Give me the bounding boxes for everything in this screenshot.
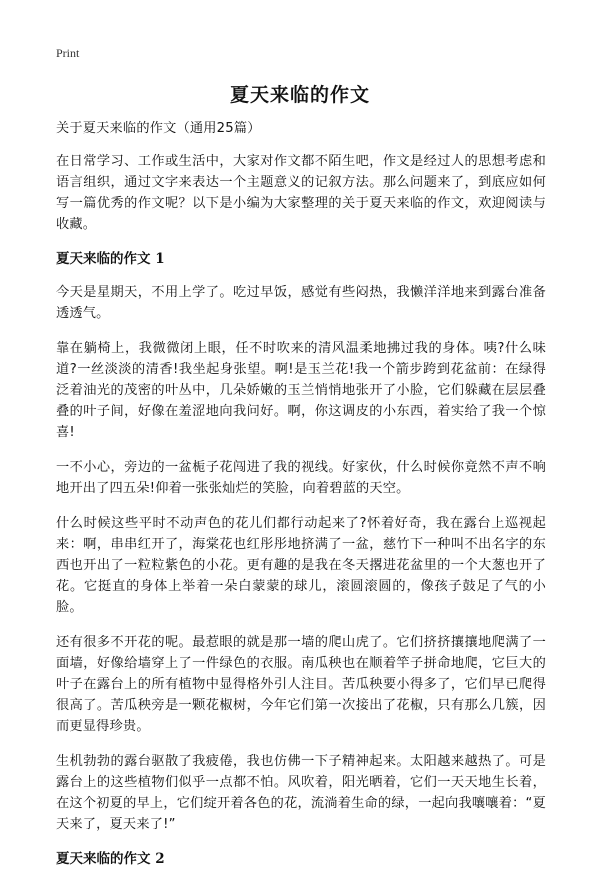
intro-paragraph: 在日常学习、工作或生活中，大家对作文都不陌生吧，作文是经过人的思想考虑和语言组织，通过文字来表达一个主题意义的记叙方法。那么问题来了，到底应如何写一篇优秀的作文呢？以下是小编为大家整理的关于夏天来临的作文，欢迎阅读与收藏。 bbox=[56, 154, 546, 232]
print-link[interactable]: Print bbox=[56, 46, 80, 60]
article-subtitle: 关于夏天来临的作文（通用25篇） bbox=[56, 121, 261, 136]
essay-2-heading: 夏天来临的作文 2 bbox=[56, 851, 165, 867]
essay-1-heading: 夏天来临的作文 1 bbox=[56, 251, 165, 267]
essay-1-paragraph-1: 今天是星期天，不用上学了。吃过早饭，感觉有些闷热，我懒洋洋地来到露台准备透透气。 bbox=[56, 285, 546, 321]
article-body bbox=[56, 118, 546, 882]
essay-1-paragraph-5: 还有很多不开花的呢。最惹眼的就是那一墙的爬山虎了。它们挤挤攘攘地爬满了一面墙，好像给墙穿上了一件绿色的衣服。南瓜秧也在顺着竿子拼命地爬，它巨大的叶子在露台上的所有植物中显得格外引人注目。苦瓜秧要小得多了，它们早已爬得很高了。苦瓜秧旁是一颗花椒树，今年它们第一次接出了花椒，只有那么几簇，因而更显得珍贵。 bbox=[56, 635, 546, 734]
essay-1-paragraph-2: 靠在躺椅上，我微微闭上眼，任不时吹来的清风温柔地拂过我的身体。咦?什么味道?一丝淡淡的清香!我坐起身张望。啊!是玉兰花!我一个箭步跨到花盆前：在绿得泛着油光的茂密的叶丛中，几朵娇嫩的玉兰悄悄地张开了小脸，它们躲藏在层层叠叠的叶子间，好像在羞涩地向我问好。啊，你这调皮的小东西，着实给了我一个惊喜! bbox=[56, 341, 546, 440]
essay-1-paragraph-3: 一不小心，旁边的一盆栀子花闯进了我的视线。好家伙，什么时候你竟然不声不响地开出了四五朵!仰着一张张灿烂的笑脸，向着碧蓝的天空。 bbox=[56, 460, 546, 496]
essay-1-paragraph-4: 什么时候这些平时不动声色的花儿们都行动起来了?怀着好奇，我在露台上巡视起来：啊，串串红开了，海棠花也红彤彤地挤满了一盆，慈竹下一种叫不出名字的东西也开出了一粒粒紫色的小花。更有趣的是我在冬天撂进花盆里的一个大葱也开了花。它挺直的身体上举着一朵白蒙蒙的球儿，滚圆滚圆的，像孩子鼓足了气的小脸。 bbox=[56, 516, 546, 615]
essay-1-paragraph-6: 生机勃勃的露台驱散了我疲倦，我也仿佛一下子精神起来。太阳越来越热了。可是露台上的这些植物们似乎一点都不怕。风吹着，阳光晒着，它们一天天地生长着，在这个初夏的早上，它们绽开着各色的花，流淌着生命的绿，一起向我嚷嚷着：“夏天来了，夏天来了!” bbox=[56, 754, 546, 832]
page-title: 夏天来临的作文 bbox=[229, 84, 370, 106]
